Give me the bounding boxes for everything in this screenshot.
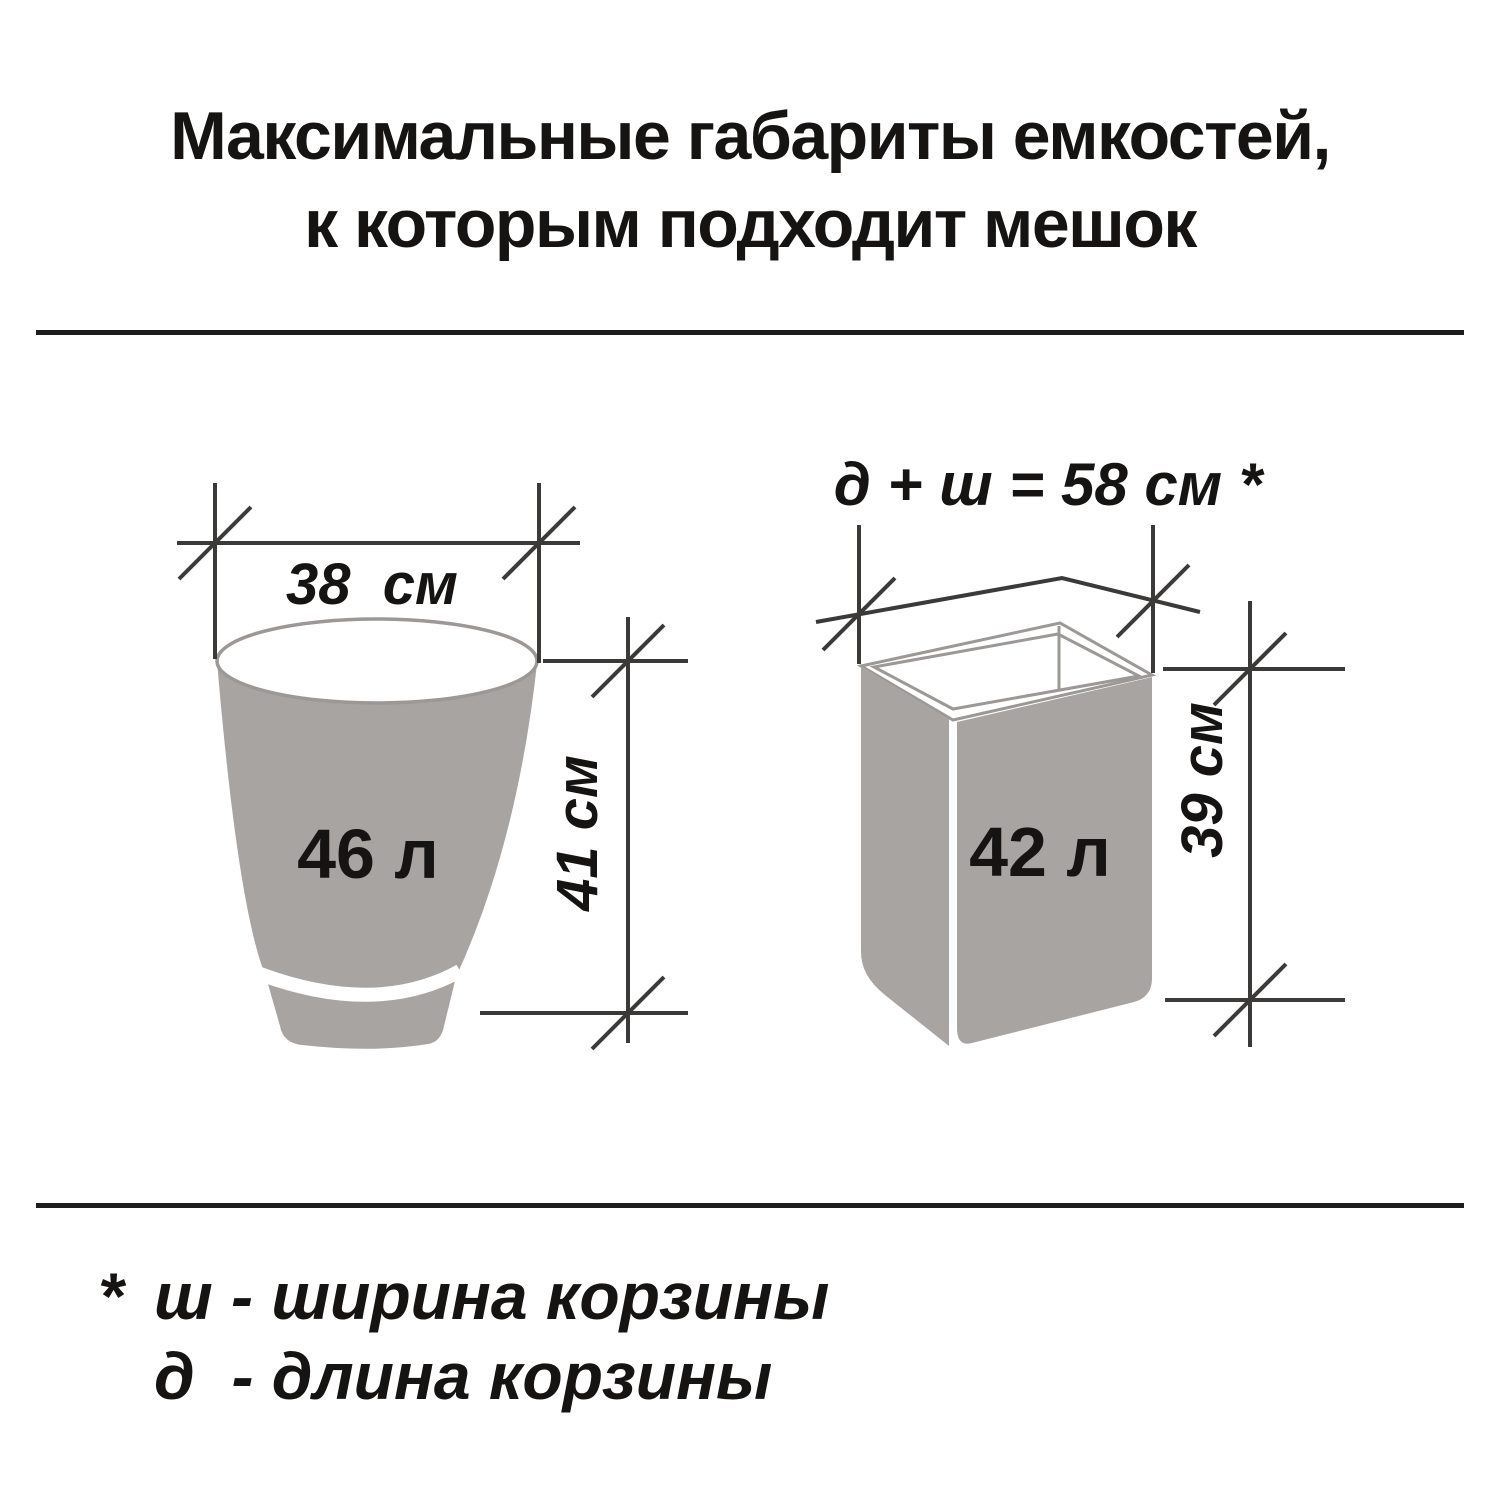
footnote-line-length: д - длина корзины [154, 1339, 773, 1413]
title-line-1: Максимальные габариты емкостей, [170, 98, 1330, 174]
bucket-volume-label: 46 л [297, 815, 439, 893]
box-volume-label: 42 л [969, 813, 1111, 891]
bucket-rim [217, 619, 537, 703]
footnote-lines [154, 1256, 829, 1416]
bucket-figure [177, 483, 688, 1049]
footnote-asterisk: * [98, 1259, 124, 1333]
box-formula-label: д + ш = 58 см * [833, 451, 1263, 518]
footnote-legend [98, 1256, 829, 1416]
bucket-height-label: 41 см [545, 755, 610, 911]
box-figure [816, 451, 1345, 1047]
footnote-line-width: ш - ширина корзины [154, 1259, 830, 1333]
box-left-face [861, 666, 949, 1046]
box-height-label: 39 см [1170, 702, 1235, 858]
title-line-2: к которым подходит мешок [304, 186, 1196, 262]
divider-bottom [36, 1203, 1464, 1208]
bucket-width-label: 38 см [286, 552, 458, 617]
